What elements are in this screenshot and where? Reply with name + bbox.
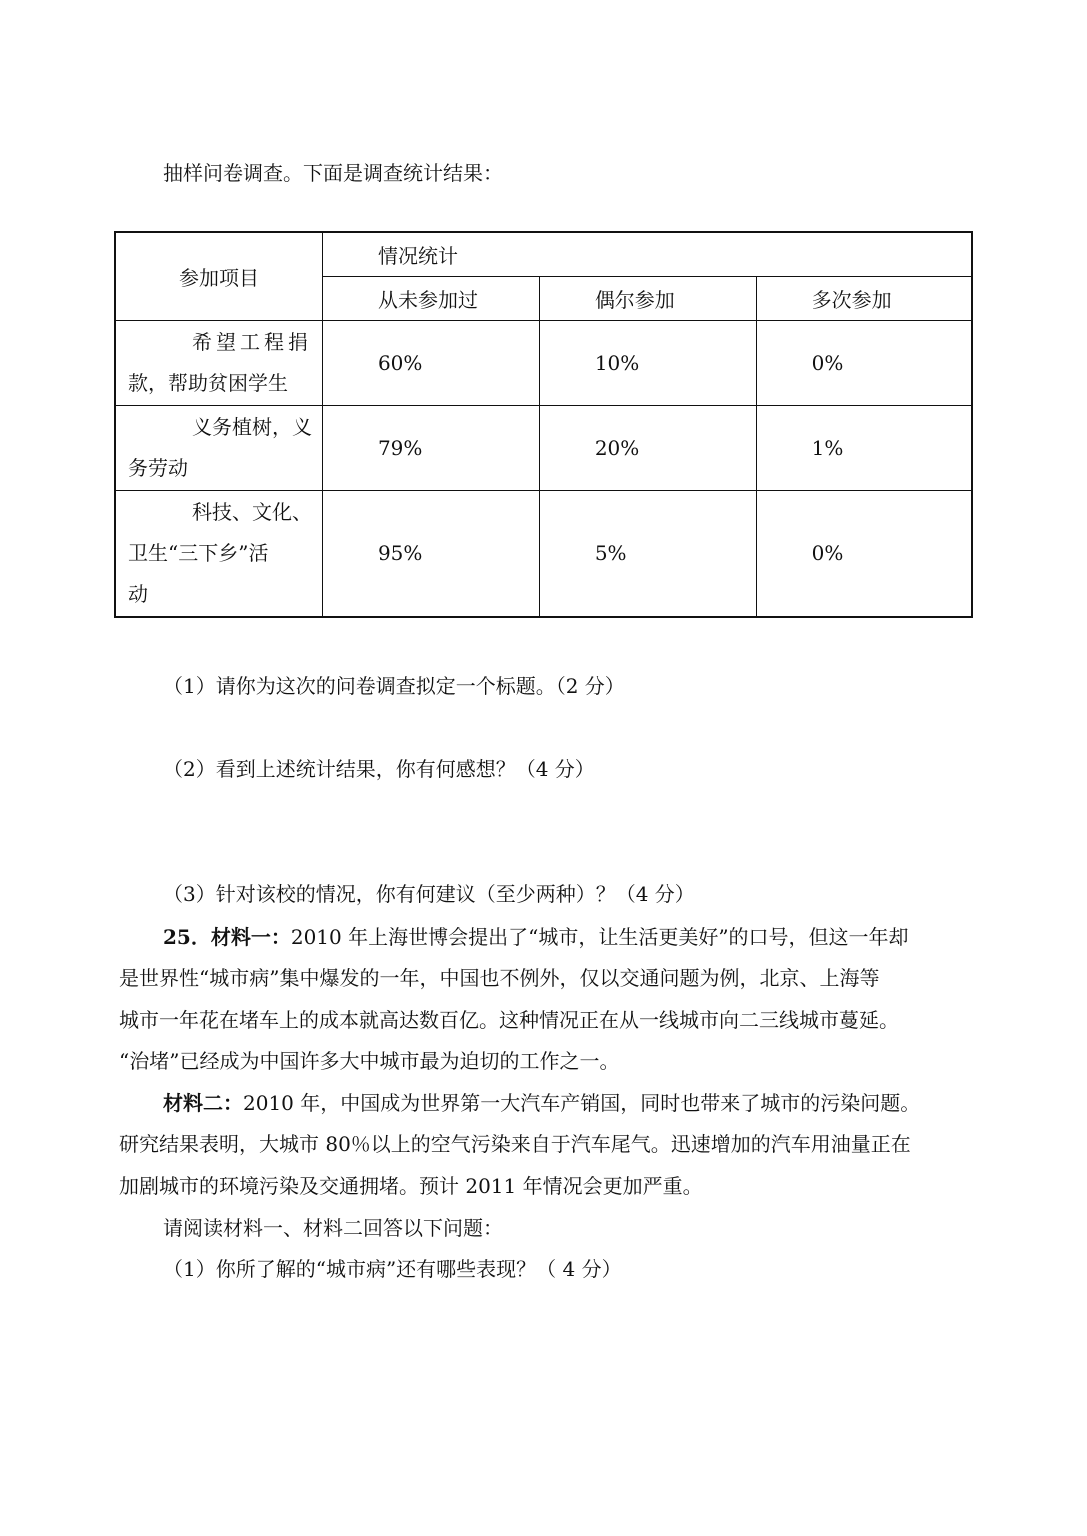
cell-never: 60% [322,320,539,405]
reading-prompt: 请阅读材料一、材料二回答以下问题： [163,1216,503,1240]
material-1-text: 2010 年上海世博会提出了“城市，让生活更美好”的口号，但这一年却 [290,925,909,949]
cell-frequent: 0% [756,490,972,617]
row-project [115,490,322,617]
material-2-label: 材料二： [163,1091,243,1115]
question-3: （3）针对该校的情况，你有何建议（至少两种）？（4 分） [163,882,695,906]
col-header-never: 从未参加过 [322,276,539,320]
table-row [115,405,972,490]
table-row [115,320,972,405]
survey-table [114,231,973,618]
material-2-first-line [163,1090,920,1116]
row-project [115,320,322,405]
cell-never: 79% [322,405,539,490]
material-1-line: 是世界性“城市病”集中爆发的一年，中国也不例外，仅以交通问题为例，北京、上海等 [119,966,880,990]
project-line: 款，帮助贫困学生 [128,370,288,395]
cell-frequent: 1% [756,405,972,490]
material-2-line: 加剧城市的环境污染及交通拥堵。预计 2011 年情况会更加严重。 [119,1174,703,1198]
cell-occasional: 20% [539,405,756,490]
question-2: （2）看到上述统计结果，你有何感想？（4 分） [163,757,595,781]
header-project: 参加项目 [115,232,322,320]
material-1-label: 材料一： [210,925,291,949]
cell-never: 95% [322,490,539,617]
cell-frequent: 0% [756,320,972,405]
question-1: （1）请你为这次的问卷调查拟定一个标题。（2 分） [163,674,625,698]
header-stats: 情况统计 [322,232,972,276]
row-project [115,405,322,490]
material-2-line: 研究结果表明，大城市 80％以上的空气污染来自于汽车尾气。迅速增加的汽车用油量正在 [119,1132,911,1156]
sub-question-1: （1）你所了解的“城市病”还有哪些表现？（ 4 分） [163,1257,622,1281]
cell-occasional: 5% [539,490,756,617]
project-line: 务劳动 [128,455,188,480]
intro-text: 抽样问卷调查。下面是调查统计结果： [163,161,503,185]
project-line: 卫生“三下乡”活 [128,540,269,565]
project-line: 义务植树，义 [191,414,312,439]
project-line: 动 [128,581,148,606]
col-header-frequent: 多次参加 [756,276,972,320]
material-1-line: “治堵”已经成为中国许多大中城市最为迫切的工作之一。 [119,1049,620,1073]
col-header-occasional: 偶尔参加 [539,276,756,320]
project-line: 科技、文化、 [191,499,312,524]
cell-occasional: 10% [539,320,756,405]
table-row [115,490,972,617]
material-1-first-line [163,924,909,950]
question-number: 25． [163,925,211,949]
project-line: 希望工程捐 [191,329,312,354]
material-1-line: 城市一年花在堵车上的成本就高达数百亿。这种情况正在从一线城市向二三线城市蔓延。 [119,1008,899,1032]
material-2-text: 2010 年，中国成为世界第一大汽车产销国，同时也带来了城市的污染问题。 [243,1091,921,1115]
